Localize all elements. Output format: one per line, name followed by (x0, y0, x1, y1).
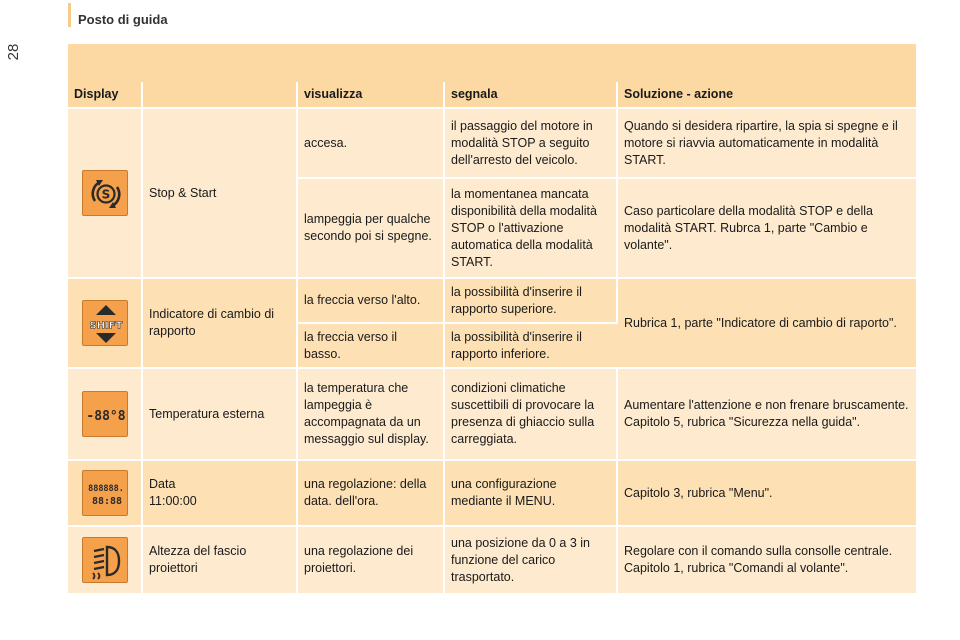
date-time-display-icon (82, 470, 128, 516)
icon-cell (68, 278, 142, 368)
table-row-stop-start (68, 108, 916, 178)
segnala-cell: una posizione da 0 a 3 in funzione del carico trasportato. (444, 526, 617, 594)
temperature-display-icon (82, 391, 128, 437)
date-icon-text-bottom: 88:88 (91, 496, 122, 507)
soluzione-cell: Regolare con il comando sulla consolle centrale. Capitolo 1, rubrica "Comandi al volante". (617, 526, 916, 594)
section-title: Posto di guida (78, 12, 168, 27)
table-row-shift (68, 278, 916, 323)
visualizza-cell: una regolazione: della data. dell'ora. (297, 460, 444, 526)
segnala-cell: condizioni climatiche suscettibili di provocare la presenza di ghiaccio sulla carreggiata. (444, 368, 617, 460)
row-name (142, 460, 297, 526)
segnala-cell: il passaggio del motore in modalità STOP a seguito dell'arresto del veicolo. (444, 108, 617, 178)
table-row-data (68, 460, 916, 526)
segnala-cell: la momentanea mancata disponibilità della modalità STOP o l'attivazione automatica della modalità START. (444, 178, 617, 278)
soluzione-cell: Caso particolare della modalità STOP e della modalità START. Rubrca 1, parte "Cambio e volante". (617, 178, 916, 278)
table-row-fari (68, 526, 916, 594)
icon-cell (68, 108, 142, 278)
segnala-cell: la possibilità d'inserire il rapporto inferiore. (444, 323, 617, 368)
row-name-line: Data (149, 477, 176, 491)
table-row-temperatura (68, 368, 916, 460)
segnala-cell: una configurazione mediante il MENU. (444, 460, 617, 526)
date-icon-text-top: 888888. (87, 484, 124, 494)
shift-icon-text: SHIFT (89, 320, 122, 332)
header-visualizza: visualizza (297, 82, 444, 108)
visualizza-cell: accesa. (297, 108, 444, 178)
shift-indicator-icon (82, 300, 128, 346)
stop-start-icon (82, 170, 128, 216)
header-accent-bar (68, 3, 71, 27)
temperature-icon-text: -88°8 (85, 409, 126, 424)
soluzione-cell: Capitolo 3, rubrica "Menu". (617, 460, 916, 526)
soluzione-cell: Aumentare l'attenzione e non frenare bruscamente. Capitolo 5, rubrica "Sicurezza nella guida". (617, 368, 916, 460)
headlamp-level-icon (82, 537, 128, 583)
visualizza-cell: una regolazione dei proiettori. (297, 526, 444, 594)
row-name-line: 11:00:00 (149, 494, 197, 508)
visualizza-cell: la temperatura che lampeggia è accompagnata da un messaggio sul display. (297, 368, 444, 460)
header-blank (142, 82, 297, 108)
icon-cell (68, 460, 142, 526)
visualizza-cell: la freccia verso l'alto. (297, 278, 444, 323)
row-name: Stop & Start (142, 108, 297, 278)
segnala-cell: la possibilità d'inserire il rapporto superiore. (444, 278, 617, 323)
table-header-row (68, 82, 916, 108)
icon-cell (68, 526, 142, 594)
row-name: Temperatura esterna (142, 368, 297, 460)
visualizza-cell: lampeggia per qualche secondo poi si spegne. (297, 178, 444, 278)
table-top-band (68, 44, 916, 82)
warning-lights-table (68, 44, 916, 595)
page-number: 28 (5, 43, 22, 61)
visualizza-cell: la freccia verso il basso. (297, 323, 444, 368)
soluzione-cell: Rubrica 1, parte "Indicatore di cambio di raporto". (617, 278, 916, 368)
header-soluzione: Soluzione - azione (617, 82, 916, 108)
table-body (68, 82, 916, 595)
svg-text:S: S (101, 187, 110, 202)
soluzione-cell: Quando si desidera ripartire, la spia si spegne e il motore si riavvia automaticamente in modalità START. (617, 108, 916, 178)
row-name: Altezza del fascio proiettori (142, 526, 297, 594)
header-segnala: segnala (444, 82, 617, 108)
header-display: Display (68, 82, 142, 108)
icon-cell (68, 368, 142, 460)
row-name: Indicatore di cambio di rapporto (142, 278, 297, 368)
